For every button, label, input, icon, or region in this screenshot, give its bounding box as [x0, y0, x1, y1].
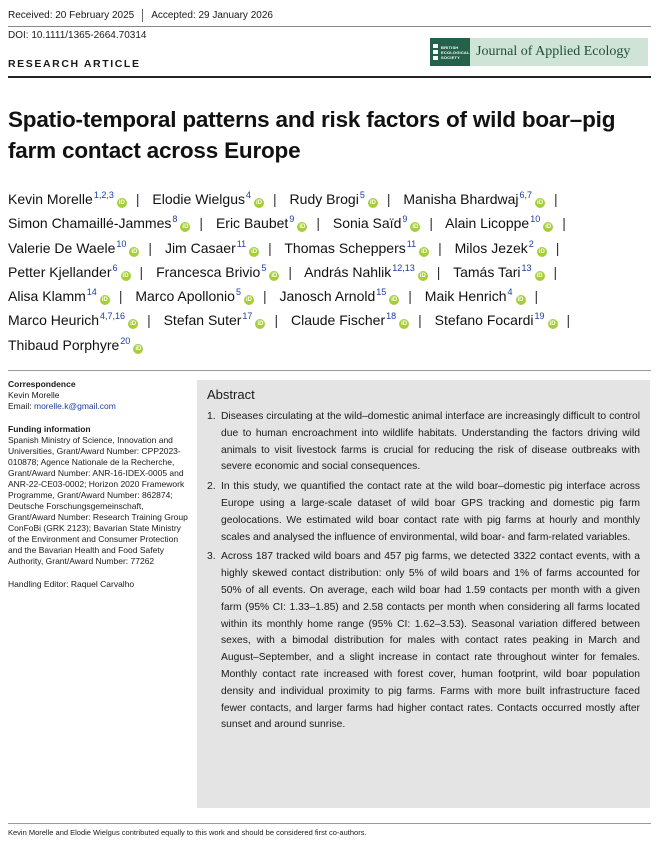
author-name[interactable]: Eric Baubet	[215, 215, 289, 232]
author-separator: |	[288, 263, 292, 280]
affiliation-superscript[interactable]: 1,2,3	[93, 190, 114, 200]
orcid-icon[interactable]: iD	[545, 224, 552, 231]
author-separator: |	[273, 191, 277, 207]
orcid-icon[interactable]: iD	[131, 248, 138, 255]
society-mark	[430, 38, 470, 66]
orcid-icon[interactable]: iD	[419, 272, 426, 279]
author-separator: |	[118, 288, 123, 305]
author	[284, 240, 429, 256]
author-name[interactable]: Janosch Arnold	[279, 288, 376, 305]
footnote: Kevin Morelle and Elodie Wielgus contributed equally to this work and should be considered first co-authors.	[8, 828, 367, 837]
author-separator: |	[135, 191, 140, 207]
affiliation-superscript[interactable]: 5	[235, 287, 241, 298]
author-name[interactable]: Kevin Morelle	[8, 191, 93, 207]
journal-name: Journal of Applied Ecology	[470, 38, 648, 66]
affiliation-superscript[interactable]: 17	[242, 311, 253, 322]
journal-logo[interactable]	[430, 38, 648, 66]
received-date: Received: 20 February 2025	[8, 9, 135, 21]
article-type-rule	[8, 76, 651, 78]
author-name[interactable]: Jim Casaer	[164, 239, 236, 256]
author-name[interactable]: Maik Henrich	[424, 288, 507, 305]
accepted-date: Accepted: 29 January 2026	[151, 9, 273, 21]
affiliation-superscript[interactable]: 10	[116, 238, 127, 249]
affiliation-superscript[interactable]: 8	[172, 214, 178, 225]
author-name[interactable]: Alain Licoppe	[445, 215, 530, 232]
orcid-icon[interactable]: iD	[122, 272, 129, 279]
author-separator: |	[147, 312, 151, 329]
abstract-item-number: 2.	[207, 481, 216, 493]
orcid-icon[interactable]: iD	[257, 321, 264, 328]
author-separator: |	[386, 191, 391, 207]
author-name[interactable]: Rudy Brogi	[289, 191, 359, 207]
society-logo-icon	[433, 44, 438, 60]
society-name: BRITISH ECOLOGICAL SOCIETY	[441, 44, 470, 60]
doi[interactable]: DOI: 10.1111/1365-2664.70314	[8, 30, 147, 41]
author	[164, 312, 266, 328]
funding-block	[8, 424, 188, 567]
author	[8, 240, 139, 256]
author	[165, 240, 259, 256]
author-name[interactable]: Sonia Saïd	[332, 215, 402, 232]
author	[8, 191, 127, 207]
author-name[interactable]: Manisha Bhardwaj	[403, 191, 519, 207]
author	[304, 264, 428, 280]
abstract-item-text: Across 187 tracked wild boars and 457 pig farms, we detected 3322 contact events, with a highly skewed contact distribution: only 5% of wild boars and 1% of farms accounted for 50% of all events. On average, each wild boar had 1.59 contacts per month with a given farm (95% CI: 1.33–1.85) and 2.58 contacts per month when considering all farms located within its monthly home range (95% CI: 1.62–3.53). Seasonal variation differed between sexes, with a bimodal distribution for males with contact rates peaking in March and August–September, and a slight increase in contact rate throughout winter for females. Monthly contact rate increased with forest cover, human footprint, wild boar population density and individual proximity to pig farms. Farms with more built infrastructure faced fewer contacts, and larger farms had higher contact rates. Contacts occurred mostly after sunset and around sunrise.	[221, 551, 640, 731]
orcid-icon[interactable]: iD	[130, 321, 137, 328]
abstract-item-number: 3.	[207, 551, 216, 563]
affiliation-superscript[interactable]: 11	[406, 238, 417, 249]
author	[435, 312, 558, 328]
author-separator: |	[534, 288, 539, 305]
author-name[interactable]: Marco Heurich	[8, 312, 100, 329]
affiliation-superscript[interactable]: 18	[386, 311, 397, 322]
author-separator: |	[316, 215, 320, 232]
affiliation-superscript[interactable]: 9	[289, 214, 295, 225]
affiliation-superscript[interactable]: 13	[521, 262, 532, 273]
author-name[interactable]: Simon Chamaillé-Jammes	[8, 215, 172, 232]
orcid-icon[interactable]: iD	[256, 200, 263, 206]
affiliation-superscript[interactable]: 2	[528, 238, 534, 249]
affiliation-superscript[interactable]: 14	[86, 287, 97, 298]
author-separator: |	[553, 263, 558, 280]
section-divider	[8, 370, 651, 371]
orcid-icon[interactable]: iD	[549, 321, 556, 328]
email-label: Email:	[8, 401, 32, 411]
affiliation-superscript[interactable]: 10	[530, 214, 541, 225]
affiliation-superscript[interactable]: 20	[120, 335, 131, 346]
correspondence-heading: Correspondence	[8, 379, 76, 389]
affiliation-superscript[interactable]: 9	[402, 214, 408, 225]
article-meta	[8, 4, 651, 41]
author	[453, 264, 544, 280]
author-name[interactable]: Marco Apollonio	[135, 288, 235, 305]
affiliation-superscript[interactable]: 6,7	[519, 190, 533, 200]
author	[280, 288, 400, 304]
author-separator: |	[139, 263, 144, 280]
author-separator: |	[262, 288, 267, 305]
orcid-icon[interactable]: iD	[271, 272, 278, 279]
author	[291, 312, 409, 328]
orcid-icon[interactable]: iD	[245, 297, 252, 304]
author	[135, 288, 254, 304]
author-list	[8, 187, 653, 357]
author-name[interactable]: Thibaud Porphyre	[8, 336, 120, 353]
orcid-icon[interactable]: iD	[118, 200, 125, 206]
affiliation-superscript[interactable]: 4	[507, 287, 513, 298]
affiliation-superscript[interactable]: 19	[534, 311, 545, 322]
abstract-box	[197, 380, 650, 808]
orcid-icon[interactable]: iD	[536, 272, 543, 279]
author-name[interactable]: Stefano Focardi	[434, 312, 534, 329]
author-separator: |	[562, 215, 566, 232]
author-name[interactable]: András Nahlik	[304, 263, 392, 280]
abstract-item	[207, 549, 640, 734]
author-separator: |	[555, 239, 560, 256]
orcid-icon[interactable]: iD	[182, 224, 189, 231]
abstract-item	[207, 409, 640, 476]
orcid-icon[interactable]: iD	[251, 248, 258, 255]
author-name[interactable]: Francesca Brivio	[156, 263, 261, 280]
author-name[interactable]: Claude Fischer	[290, 312, 386, 329]
author	[8, 215, 190, 231]
orcid-icon[interactable]: iD	[101, 297, 108, 304]
handling-editor: Handling Editor: Raquel Carvalho	[8, 579, 135, 589]
affiliation-superscript[interactable]: 15	[376, 287, 387, 298]
orcid-icon[interactable]: iD	[299, 224, 306, 231]
orcid-icon[interactable]: iD	[401, 321, 408, 328]
author-separator: |	[199, 215, 204, 232]
affiliation-superscript[interactable]: 11	[236, 238, 247, 249]
author-separator: |	[418, 312, 422, 329]
author	[8, 337, 143, 353]
author	[290, 191, 378, 207]
abstract-item-text: In this study, we quantified the contact rate at the wild boar–domestic pig interface across Europe using a large-scale dataset of wild boar GPS tracking and domestic pig farm geolocations. We estimated wild boar contact rate with pig farms at hourly and monthly scales and analysed the influence of environmental, wild boar- and farm-related variables.	[221, 481, 640, 543]
orcid-icon[interactable]: iD	[369, 200, 376, 206]
author	[8, 312, 138, 328]
abstract-heading: Abstract	[207, 387, 255, 402]
affiliation-superscript[interactable]: 4,7,16	[100, 311, 126, 322]
author	[216, 215, 307, 231]
author	[455, 240, 547, 256]
article-type: RESEARCH ARTICLE	[8, 58, 141, 70]
affiliation-superscript[interactable]: 5	[359, 190, 365, 200]
date-separator	[142, 9, 143, 22]
author-name[interactable]: Milos Jezek	[454, 239, 528, 256]
funding-text: Spanish Ministry of Science, Innovation and Universities, Grant/Award Number: CPP2023-010878; Agence Nationale de la Recherche, Grant/Award Number: ANR-16-IDEX-0005 and ANR-22-CE03-0002; Horizon 2020 Framework Programme, Grant/Award Number: 862874; Deutsche Forschungsgemeinschaft, Grant/Award Number: Research Training Group ConFoBi (GRK 2123); Bavarian State Ministry of the Environment and Consumer Protection and the Bavarian Health and Food Safety Authority, Grant/Award Number: 77262	[8, 435, 188, 566]
affiliation-superscript[interactable]: 4	[246, 190, 252, 200]
orcid-icon[interactable]: iD	[412, 224, 419, 231]
funding-heading: Funding information	[8, 424, 91, 434]
correspondence-block	[8, 379, 188, 412]
author	[152, 191, 264, 207]
meta-divider	[8, 26, 651, 27]
affiliation-superscript[interactable]: 12,13	[392, 262, 415, 273]
orcid-icon[interactable]: iD	[135, 345, 142, 352]
author-separator: |	[554, 191, 558, 207]
article-title: Spatio-temporal patterns and risk factors of wild boar–pig farm contact across Europe	[8, 107, 616, 163]
author-separator: |	[438, 239, 442, 256]
author-name[interactable]: Tamás Tari	[453, 263, 521, 280]
correspondence-name: Kevin Morelle	[8, 390, 60, 400]
date-line	[8, 4, 651, 26]
author-name[interactable]: Petter Kjellander	[8, 263, 112, 280]
author-name[interactable]: Stefan Suter	[163, 312, 242, 329]
article-sidebar	[8, 379, 188, 602]
author-name[interactable]: Alisa Klamm	[8, 288, 86, 305]
footnote-divider	[8, 823, 651, 824]
author-name[interactable]: Elodie Wielgus	[152, 191, 245, 207]
orcid-icon[interactable]: iD	[537, 200, 544, 206]
author-separator: |	[268, 239, 272, 256]
correspondence-email-line	[8, 401, 188, 412]
author-separator: |	[566, 312, 571, 329]
author	[8, 264, 131, 280]
abstract-list	[207, 409, 640, 734]
abstract-item-number: 1.	[207, 411, 216, 422]
author	[425, 288, 526, 304]
author-separator: |	[436, 263, 441, 280]
author-separator: |	[274, 312, 279, 329]
author-separator: |	[429, 215, 434, 232]
abstract-item	[207, 479, 640, 546]
author	[8, 288, 110, 304]
author	[156, 264, 279, 280]
affiliation-superscript[interactable]: 5	[261, 262, 267, 273]
author-separator: |	[148, 239, 153, 256]
orcid-icon[interactable]: iD	[538, 248, 545, 255]
orcid-icon[interactable]: iD	[421, 248, 428, 255]
author-separator: |	[408, 288, 412, 305]
orcid-icon[interactable]: iD	[391, 297, 398, 304]
author	[333, 215, 421, 231]
abstract-item-text: Diseases circulating at the wild–domestic animal interface are increasingly difficult to control due to human encroachment into wildlife habitats. Understanding the factors driving wild animals to visit livestock farms is crucial for reducing the risk of disease outbreaks with severe economic and social consequences.	[221, 411, 640, 473]
author-name[interactable]: Thomas Scheppers	[284, 239, 406, 256]
author	[445, 215, 553, 231]
author	[403, 191, 545, 207]
correspondence-email-link[interactable]: morelle.k@gmail.com	[34, 401, 116, 411]
orcid-icon[interactable]: iD	[517, 297, 524, 304]
affiliation-superscript[interactable]: 6	[112, 262, 118, 273]
author-name[interactable]: Valerie De Waele	[8, 239, 116, 256]
